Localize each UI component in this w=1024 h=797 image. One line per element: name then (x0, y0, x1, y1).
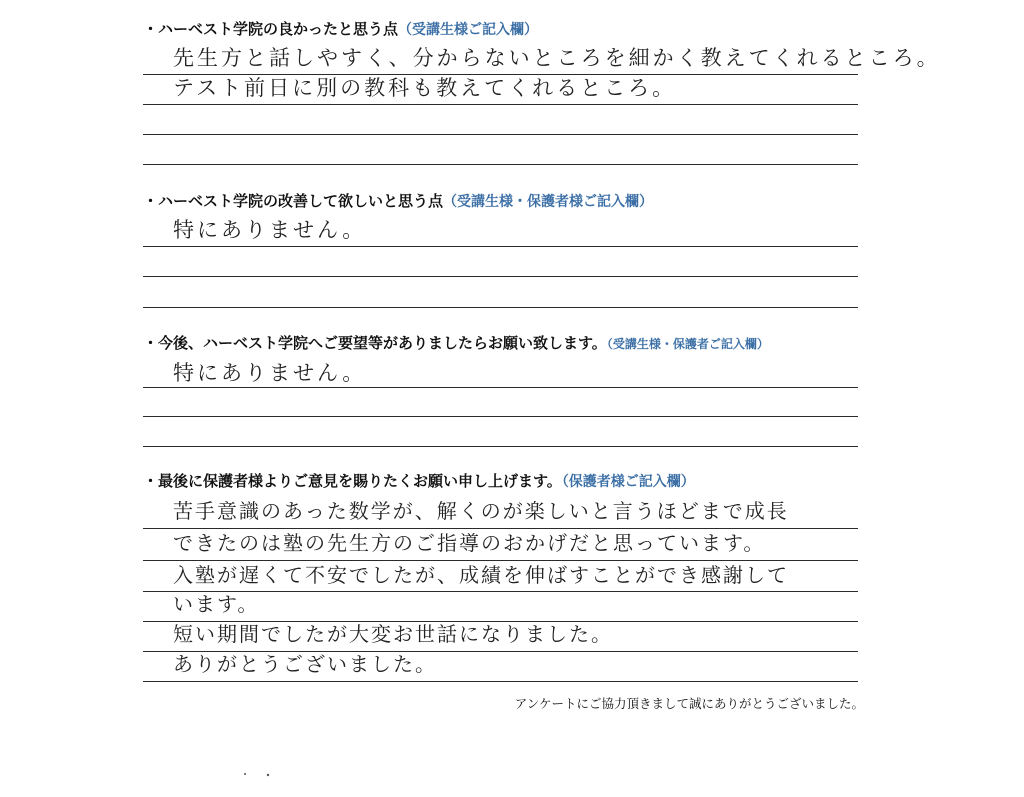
handwritten-answer-line: テスト前日に別の教科も教えてくれるところ。 (173, 76, 677, 100)
question-note: （受講生様・保護者ご記入欄） (606, 337, 769, 351)
handwritten-answer-line: 苦手意識のあった数学が、解くのが楽しいと言うほどまで成長 (173, 499, 789, 523)
handwritten-answer-line: います。 (173, 592, 260, 616)
answer-rule (143, 307, 858, 308)
section-parent-comments (143, 470, 858, 685)
handwritten-answer-line: 短い期間でしたが大変お世話になりました。 (173, 622, 613, 646)
answer-rule (143, 104, 858, 105)
section-improvements (143, 190, 858, 315)
question-text: ・ハーベスト学院の改善して欲しいと思う点 (143, 192, 444, 210)
answer-rule (143, 528, 858, 529)
question-note: （受講生様ご記入欄） (398, 22, 539, 38)
section-good-points (143, 18, 941, 168)
answer-rule (143, 651, 858, 652)
section-requests (143, 332, 858, 452)
question-text: ・最後に保護者様よりご意見を賜りたくお願い申し上げます。 (143, 472, 562, 490)
answer-rule (143, 164, 858, 165)
answer-rule (143, 560, 858, 561)
answer-rule (143, 134, 858, 135)
question-text: ・ハーベスト学院の良かったと思う点 (143, 20, 399, 38)
question-note: （保護者様ご記入欄） (561, 474, 695, 490)
answer-rule (143, 591, 858, 592)
question-heading (143, 470, 695, 491)
answer-rule (143, 74, 858, 75)
scan-specks (243, 771, 283, 781)
handwritten-answer-line: ありがとうございました。 (173, 652, 437, 676)
question-note: （受講生様・保護者様ご記入欄） (443, 194, 654, 210)
handwritten-answer-line: 入塾が遅くて不安でしたが、成績を伸ばすことができ感謝して (173, 563, 789, 587)
handwritten-answer-line: できたのは塾の先生方のご指導のおかげだと思っています。 (173, 531, 766, 555)
handwritten-answer-line: 特にありません。 (173, 361, 367, 385)
handwritten-answer-line: 特にありません。 (173, 218, 367, 242)
answer-rule (143, 416, 858, 417)
question-text: ・今後、ハーベスト学院へご要望等がありましたらお願い致します。 (143, 334, 607, 352)
question-heading (143, 190, 653, 211)
answer-rule (143, 681, 858, 682)
handwritten-answer-line: 先生方と話しやすく、分からないところを細かく教えてくれるところ。 (173, 46, 941, 70)
answer-rule (143, 621, 858, 622)
answer-rule (143, 446, 858, 447)
answer-rule (143, 276, 858, 277)
thank-you-footer: アンケートにご協力頂きまして誠にありがとうございました。 (514, 696, 864, 711)
question-heading (143, 332, 769, 353)
question-heading (143, 18, 538, 39)
answer-rule (143, 246, 858, 247)
answer-rule (143, 387, 858, 388)
